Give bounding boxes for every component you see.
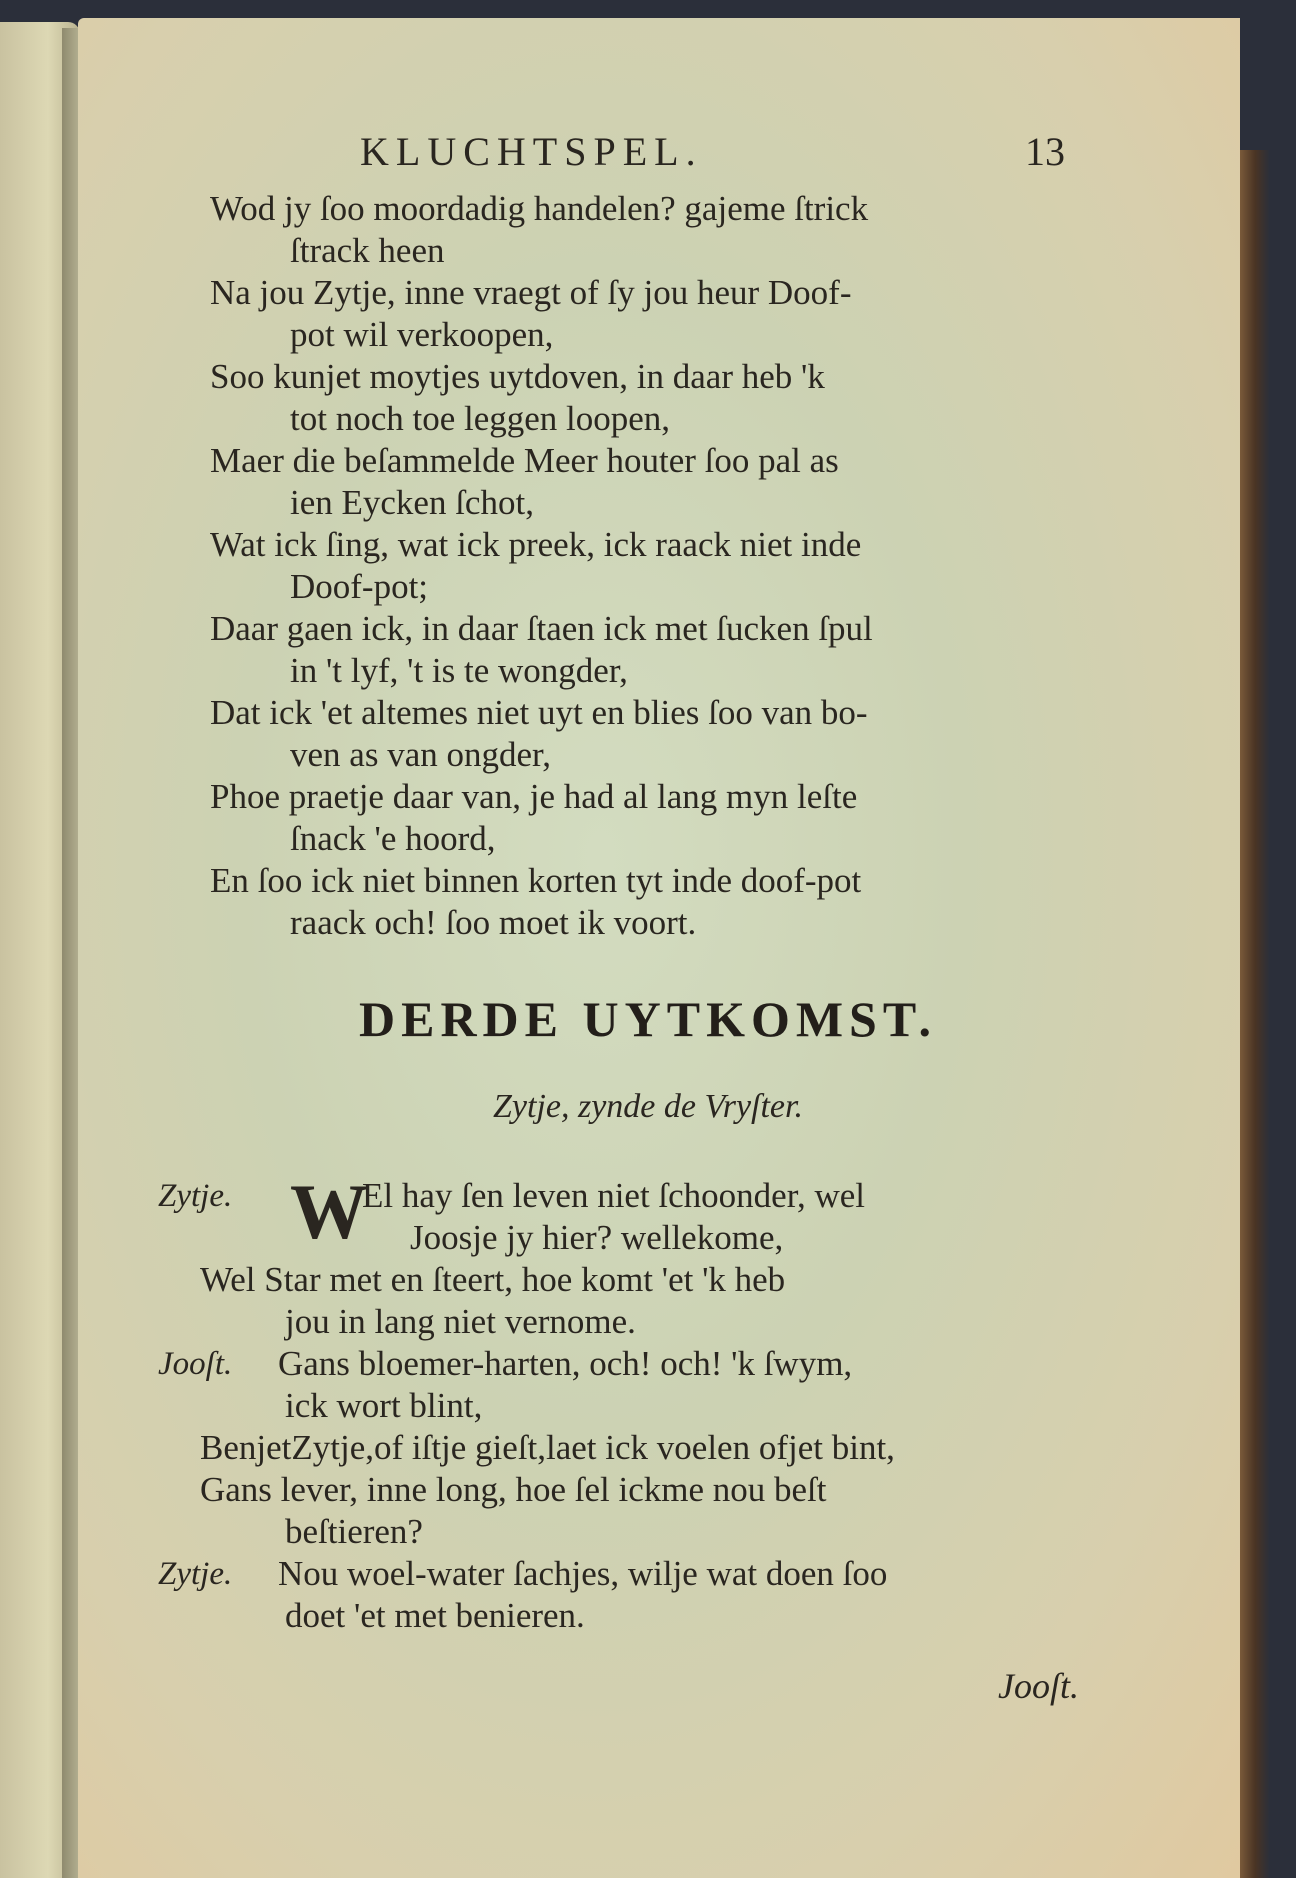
dialogue-block — [0, 1168, 1296, 1637]
verse-line: pot wil verkoopen, — [290, 315, 554, 354]
dialogue-line: BenjetZytje,of iſtje gieſt,laet ick voelen ofjet bint, — [200, 1428, 895, 1467]
verse-line: Wod jy ſoo moordadig handelen? gajeme ſtrick — [210, 189, 869, 228]
verse-line: raack och! ſoo moet ik voort. — [290, 903, 697, 942]
dialogue-line: Gans lever, inne long, hoe ſel ickme nou beſt — [200, 1470, 827, 1509]
verse-line: Soo kunjet moytjes uytdoven, in daar heb 'k — [210, 357, 825, 396]
speaker-label: Jooſt. — [158, 1346, 233, 1382]
speaker-label: Zytje. — [158, 1556, 233, 1592]
verse-line: En ſoo ick niet binnen korten tyt inde doof-pot — [210, 861, 862, 900]
verse-line: Doof-pot; — [290, 567, 429, 606]
verse-block — [0, 188, 1296, 944]
verse-line: Maer die beſammelde Meer houter ſoo pal as — [210, 441, 839, 480]
dialogue-line: jou in lang niet vernome. — [285, 1302, 636, 1341]
verse-line: Dat ick 'et altemes niet uyt en blies ſoo van bo- — [210, 693, 868, 732]
dialogue-text: Nou woel-water ſachjes, wilje wat doen ſoo — [278, 1554, 888, 1593]
verse-line: ien Eycken ſchot, — [290, 483, 534, 522]
verse-line: ſtrack heen — [290, 231, 445, 270]
verse-line: Phoe praetje daar van, je had al lang myn leſte — [210, 777, 858, 816]
dialogue-line — [0, 1553, 1296, 1595]
verse-line: Na jou Zytje, inne vraegt of ſy jou heur Doof- — [210, 273, 852, 312]
verse-line: Wat ick ſing, wat ick preek, ick raack niet inde — [210, 525, 862, 564]
verse-line: tot noch toe leggen loopen, — [290, 399, 671, 438]
dialogue-line: ick wort blint, — [285, 1386, 483, 1425]
verse-line: in 't lyf, 't is te wongder, — [290, 651, 628, 690]
dialogue-line: Wel Star met en ſteert, hoe komt 'et 'k heb — [200, 1260, 786, 1299]
page-number: 13 — [1025, 129, 1065, 174]
dialogue-text: Gans bloemer-harten, och! och! 'k ſwym, — [278, 1344, 853, 1383]
drop-cap: W — [290, 1168, 368, 1255]
dialogue-line — [0, 1343, 1296, 1385]
dialogue-text: El hay ſen leven niet ſchoonder, wel — [362, 1176, 866, 1215]
running-title: KLUCHTSPEL. — [360, 129, 703, 174]
page-header — [0, 128, 1296, 178]
speaker-label: Zytje. — [158, 1178, 233, 1214]
section-title: DERDE UYTKOMST. — [358, 991, 937, 1047]
dialogue-line: Joosje jy hier? wellekome, — [410, 1218, 784, 1257]
dialogue-line: beſtieren? — [285, 1512, 423, 1551]
verse-line: ven as van ongder, — [290, 735, 552, 774]
dialogue-line: doet 'et met benieren. — [285, 1596, 585, 1635]
catchword: Jooſt. — [998, 1666, 1079, 1706]
verse-line: ſnack 'e hoord, — [290, 819, 496, 858]
verse-line: Daar gaen ick, in daar ſtaen ick met ſucken ſpul — [210, 609, 873, 648]
stage-direction: Zytje, zynde de Vryſter. — [492, 1088, 803, 1125]
